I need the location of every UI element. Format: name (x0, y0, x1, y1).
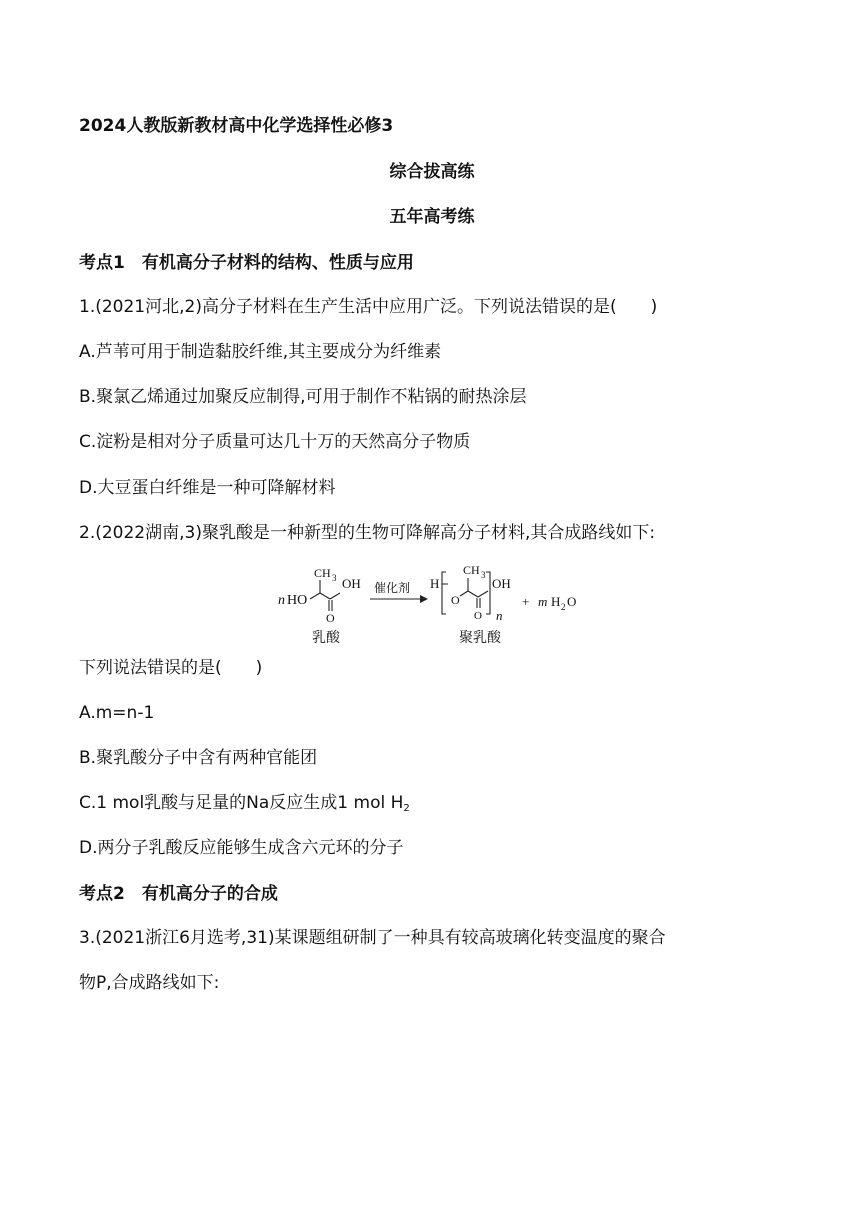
question-2-stem: 2.(2022湖南,3)聚乳酸是一种新型的生物可降解高分子材料,其合成路线如下: (79, 523, 656, 543)
water-o: O (567, 594, 577, 609)
reactant-methyl: CH (314, 566, 331, 580)
reaction-arrow-head (420, 595, 428, 603)
product-methyl: CH (463, 563, 480, 577)
question-1-option-d: D.大豆蛋白纤维是一种可降解材料 (79, 478, 336, 498)
question-2-option-c (79, 791, 410, 821)
catalyst-label: 催化剂 (374, 581, 411, 595)
question-1-stem: 1.(2021河北,2)高分子材料在生产生活中应用广泛。下列说法错误的是( ) (79, 297, 658, 317)
question-2-option-a: A.m=n-1 (79, 703, 155, 723)
product-carbonyl-o: O (474, 610, 482, 622)
product-name: 聚乳酸 (459, 631, 501, 646)
document-title: 2024人教版新教材高中化学选择性必修3 (79, 116, 394, 136)
section-heading-2: 考点2 有机高分子的合成 (79, 884, 278, 904)
question-1-option-b: B.聚氯乙烯通过加聚反应制得,可用于制作不粘锅的耐热涂层 (79, 387, 527, 407)
reactant-methyl-sub: 3 (332, 573, 337, 583)
question-3-stem-line-1: 3.(2021浙江6月选考,31)某课题组研制了一种具有较高玻璃化转变温度的聚合 (79, 928, 666, 948)
question-1-option-c: C.淀粉是相对分子质量可达几十万的天然高分子物质 (79, 432, 471, 452)
subtitle-comprehensive: 综合拔高练 (389, 162, 475, 182)
water-sub: 2 (561, 602, 566, 612)
plus-sign: + (522, 594, 530, 609)
question-1-option-a: A.芦苇可用于制造黏胶纤维,其主要成分为纤维素 (79, 342, 442, 362)
product-h: H (430, 576, 440, 591)
question-2-option-d: D.两分子乳酸反应能够生成含六元环的分子 (79, 838, 404, 858)
polylactic-acid-reaction-scheme (270, 558, 590, 650)
reactant-oh: OH (342, 576, 361, 591)
product-methyl-sub: 3 (481, 570, 486, 580)
reactant-ho: HO (287, 593, 308, 608)
section-heading-1: 考点1 有机高分子材料的结构、性质与应用 (79, 253, 414, 273)
reactant-name: 乳酸 (312, 631, 340, 646)
question-2-option-c-subscript: 2 (403, 803, 410, 814)
right-bracket (486, 572, 490, 614)
subtitle-five-years: 五年高考练 (389, 207, 475, 227)
reactant-carbonyl-o: O (326, 611, 335, 625)
water-h: H (551, 594, 561, 609)
product-oh: OH (492, 576, 511, 591)
reactant-coefficient: n (278, 593, 285, 608)
product-ester-o: O (451, 593, 460, 607)
water-coefficient: m (538, 594, 548, 609)
question-2-prompt: 下列说法错误的是( ) (79, 658, 263, 678)
polymer-degree: n (496, 608, 503, 623)
question-2-option-c-text: C.1 mol乳酸与足量的Na反应生成1 mol H (79, 793, 404, 813)
question-3-stem-line-2: 物P,合成路线如下: (79, 973, 220, 993)
left-bracket (442, 572, 446, 614)
question-2-option-b: B.聚乳酸分子中含有两种官能团 (79, 748, 318, 768)
